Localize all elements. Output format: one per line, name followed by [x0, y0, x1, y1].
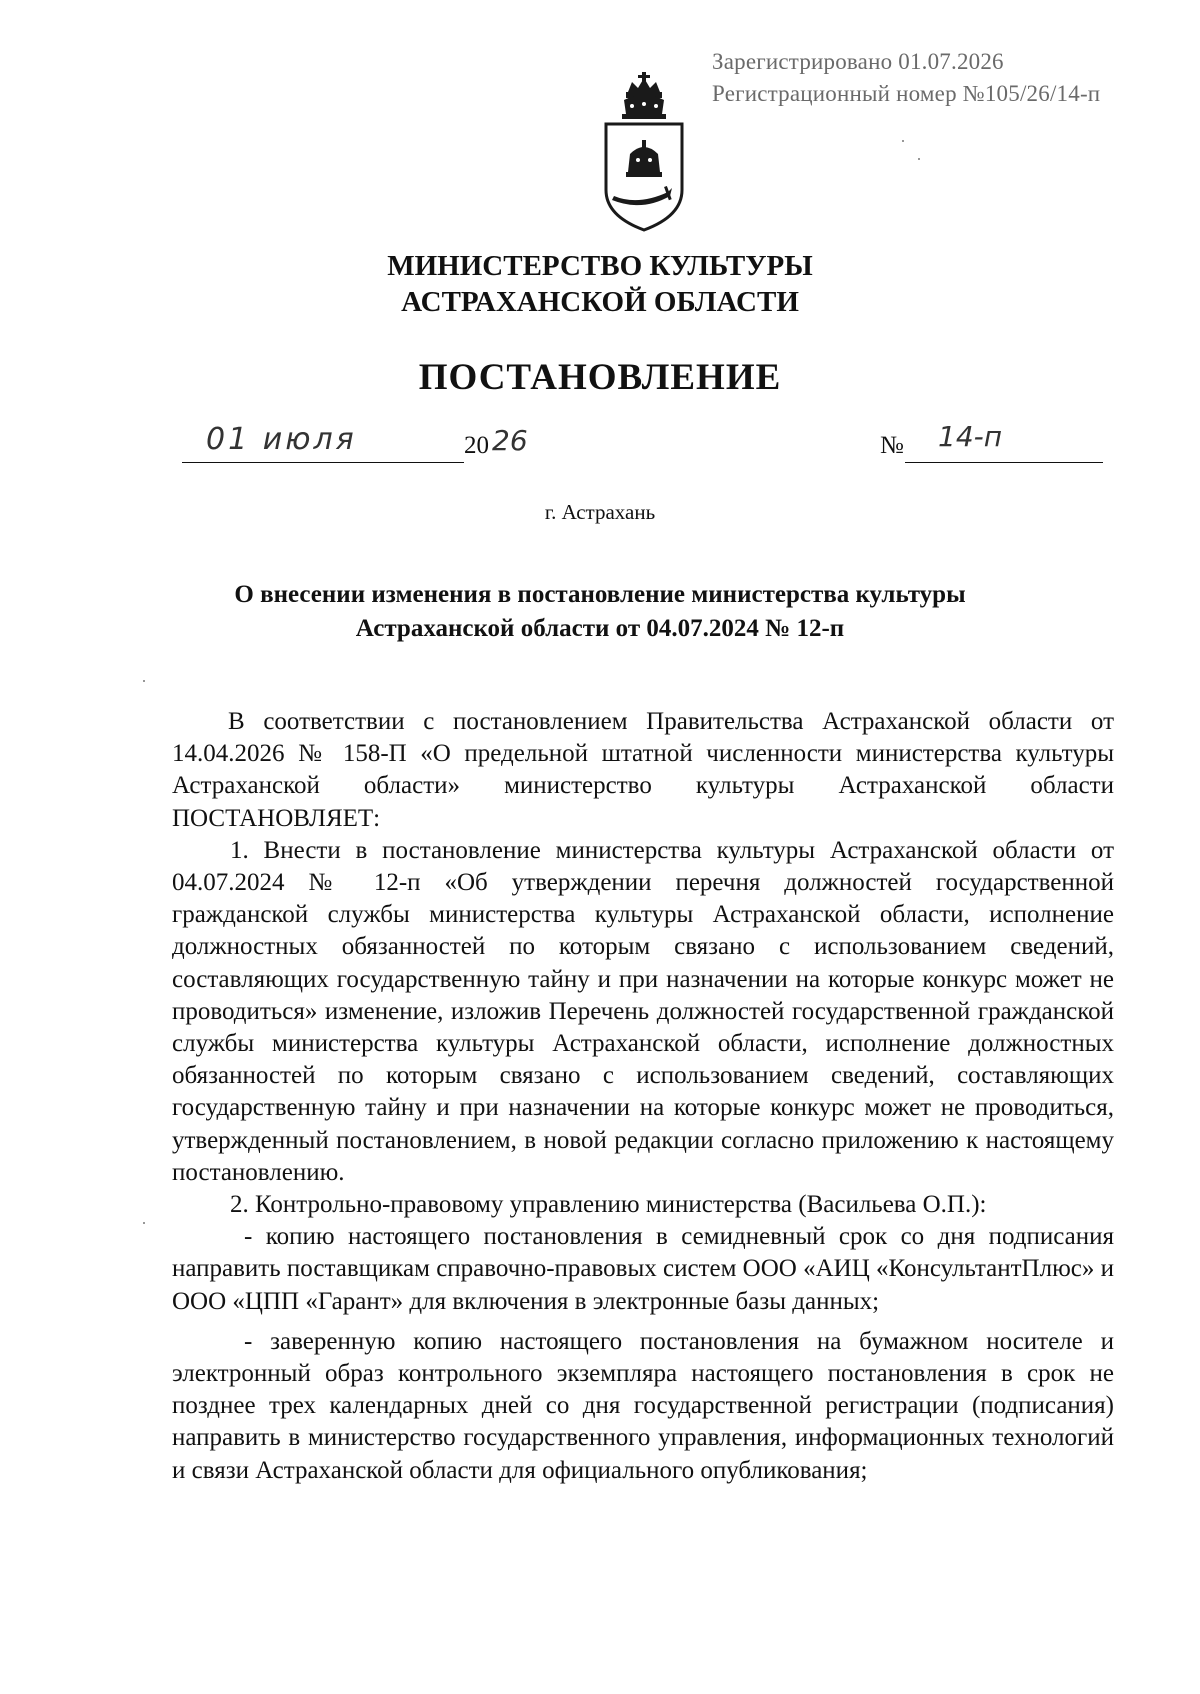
- handwritten-date: 01 июля: [206, 422, 357, 457]
- ministry-line-1: МИНИСТЕРСТВО КУЛЬТУРЫ: [387, 250, 813, 282]
- dash-item-2-paragraph: - заверенную копию настоящего постановления на бумажном носителе и электронный образ контрольного экземпляра настоящего постановления в срок не позднее трех календарных дней со дня государственной регистрации (подписания) направить в министерство государственного управления, информационных технологий и связи Астраханской области для официального опубликования;: [172, 1327, 1114, 1484]
- ministry-name: [0, 248, 1200, 320]
- city: г. Астрахань: [544, 500, 656, 524]
- registration-stamp: [712, 46, 1100, 110]
- registration-date: Зарегистрировано 01.07.2026: [712, 49, 1004, 74]
- document-subject: [0, 578, 1200, 646]
- ministry-line-2: АСТРАХАНСКОЙ ОБЛАСТИ: [401, 286, 799, 318]
- astrakhan-coat-of-arms-icon: [598, 70, 690, 234]
- document-body: [172, 706, 1114, 1487]
- registration-number: Регистрационный номер №105/26/14-п: [712, 81, 1101, 106]
- scan-speck: [918, 158, 920, 160]
- number-underline: [905, 462, 1103, 463]
- scan-speck: [143, 1222, 145, 1224]
- scan-speck: [143, 680, 145, 682]
- scan-speck: [902, 140, 904, 142]
- handwritten-year: 26: [492, 424, 528, 457]
- subject-line-1: О внесении изменения в постановление министерства культуры: [234, 581, 966, 608]
- date-underline: [182, 462, 464, 463]
- subject-line-2: Астраханской области от 04.07.2024 № 12-п: [355, 615, 845, 642]
- year-prefix: 20: [464, 432, 489, 459]
- item-1-paragraph: 1. Внести в постановление министерства культуры Астраханской области от 04.07.2024 № 12-п «Об утверждении перечня должностей государственной гражданской службы министерства культуры Астраханской области, исполнение должностных обязанностей по которым связано с использованием сведений, составляющих государственную тайну и при назначении на которые конкурс может не проводиться» изменение, изложив Перечень должностей государственной гражданской службы министерства культуры Астраханской области, исполнение должностных обязанностей по которым связано с использованием сведений, составляющих государственную тайну и при назначении на которые конкурс может не проводиться, утвержденный постановлением, в новой редакции согласно приложению к настоящему постановлению.: [172, 836, 1114, 1186]
- preamble-paragraph: В соответствии с постановлением Правительства Астраханской области от 14.04.2026 № 158-П «О предельной штатной численности министерства культуры Астраханской области» министерство культуры Астраханской области ПОСТАНОВЛЯЕТ:: [172, 708, 1114, 832]
- document-type-title: ПОСТАНОВЛЕНИЕ: [418, 357, 782, 398]
- item-2-paragraph: 2. Контрольно-правовому управлению министерства (Васильева О.П.):: [230, 1191, 987, 1219]
- dash-item-1-paragraph: - копию настоящего постановления в семидневный срок со дня подписания направить поставщикам справочно-правовых систем ООО «АИЦ «КонсультантПлюс» и ООО «ЦПП «Гарант» для включения в электронные базы данных;: [172, 1223, 1114, 1315]
- number-label: №: [880, 432, 904, 459]
- handwritten-number: 14-п: [938, 420, 1003, 453]
